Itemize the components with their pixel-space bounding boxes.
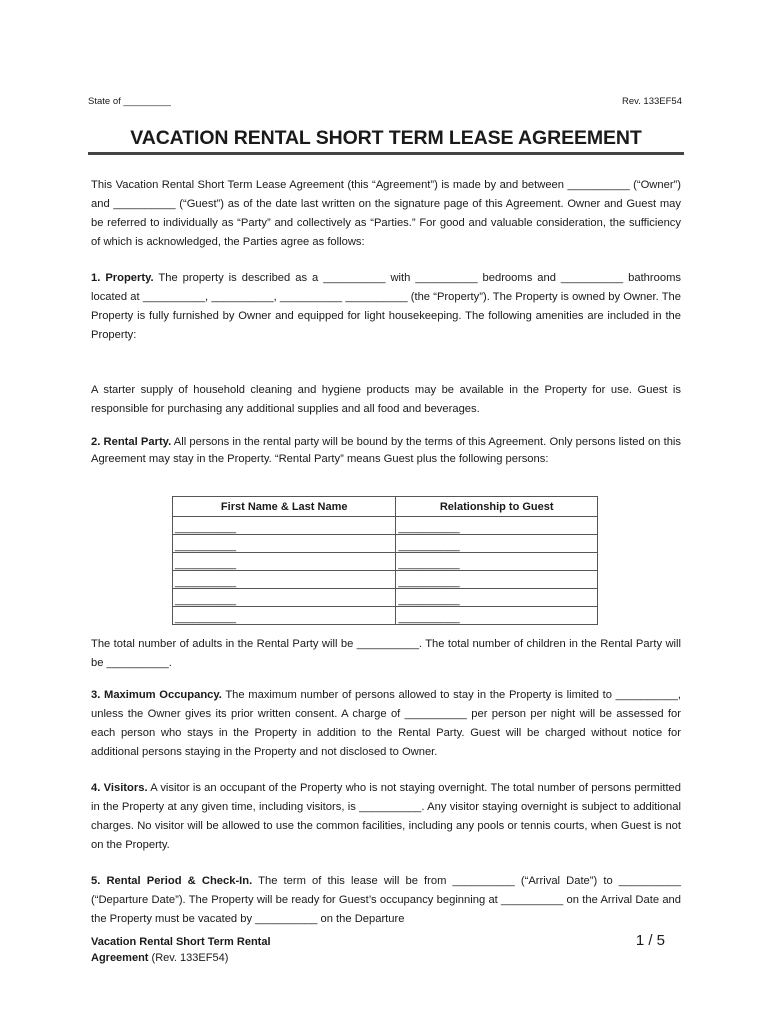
section-body: The maximum number of persons allowed to stay in the Property is limited to __________, unless the Owner gives its prior written consent. A charge of __________ per person per night will be assessed for each person who stays in the Property in addition to the Rental Party. Guest will be charged without notice for additional persons staying in the Property and not disclosed to Owner. [91, 689, 681, 758]
section-rental-party [91, 434, 681, 468]
page-number: 1 / 5 [635, 932, 665, 949]
footer-revision: (Rev. 133EF54) [148, 952, 229, 964]
table-row [173, 535, 598, 553]
rental-party-table [172, 496, 598, 625]
relationship-cell: __________ [396, 535, 598, 553]
section-body: The property is described as a __________ with __________ bedrooms and __________ bathrooms located at __________, __________, __________ __________ (the “Property”). The Property is owned by Owner. The Property is fully furnished by Owner and equipped for light housekeeping. The following amenities are included in the Property: [91, 272, 681, 341]
section-body: A visitor is an occupant of the Property who is not staying overnight. The total number of persons permitted in the Property at any given time, including visitors, is __________. Any visitor staying overnight is subject to additional charges. No visitor will be allowed to use the common facilities, including any pools or tennis courts, when Guest is not on the Property. [91, 782, 681, 851]
table-row [173, 553, 598, 571]
table-row [173, 589, 598, 607]
relationship-cell: __________ [396, 589, 598, 607]
table-row [173, 607, 598, 625]
section-body: The term of this lease will be from __________ (“Arrival Date”) to __________ (“Departure Date”). The Property will be ready for Guest’s occupancy beginning at __________ on the Arrival Date and the Property must be vacated by __________ on the Departure [91, 875, 682, 925]
section-heading: 3. Maximum Occupancy. [91, 689, 222, 701]
table-row [173, 571, 598, 589]
supplies-paragraph: A starter supply of household cleaning and hygiene products may be available in the Property for use. Guest is responsible for purchasing any additional supplies and all food and beverages. [91, 384, 681, 415]
rental-party-totals: The total number of adults in the Rental Party will be __________. The total number of children in the Rental Party will be __________. [91, 638, 681, 669]
section-heading: 2. Rental Party. [91, 436, 172, 448]
name-cell: __________ [173, 571, 396, 589]
column-header-relationship: Relationship to Guest [396, 497, 598, 517]
section-heading: 5. Rental Period & Check-In. [91, 875, 253, 887]
document-title: VACATION RENTAL SHORT TERM LEASE AGREEMENT [130, 127, 642, 149]
name-cell: __________ [173, 607, 396, 625]
name-cell: __________ [173, 589, 396, 607]
relationship-cell: __________ [396, 517, 598, 535]
state-field: State of _________ [88, 96, 171, 107]
section-rental-period [91, 872, 681, 929]
intro-paragraph: This Vacation Rental Short Term Lease Agreement (this “Agreement”) is made by and between __________ (“Owner”) and __________ (“Guest”) as of the date last written on the signature page of this Agreement. Owner and Guest may be referred to individually as “Party” and collectively as “Parties.” For good and valuable consideration, the sufficiency of which is acknowledged, the Parties agree as follows: [91, 179, 681, 248]
column-header-name: First Name & Last Name [173, 497, 396, 517]
section-occupancy [91, 686, 681, 762]
name-cell: __________ [173, 553, 396, 571]
footer-title-cont: Agreement [91, 952, 149, 964]
relationship-cell: __________ [396, 607, 598, 625]
relationship-cell: __________ [396, 553, 598, 571]
section-heading: 1. Property. [91, 272, 154, 284]
footer-title: Vacation Rental Short Term Rental [91, 936, 271, 948]
name-cell: __________ [173, 535, 396, 553]
table-row [173, 517, 598, 535]
section-heading: 4. Visitors. [91, 782, 148, 794]
section-property [91, 269, 681, 345]
revision-label: Rev. 133EF54 [621, 96, 682, 107]
page-footer [91, 934, 271, 966]
relationship-cell: __________ [396, 571, 598, 589]
name-cell: __________ [173, 517, 396, 535]
section-body: All persons in the rental party will be bound by the terms of this Agreement. Only persons listed on this Agreement may stay in the Property. “Rental Party” means Guest plus the following persons: [91, 436, 682, 465]
title-divider [88, 152, 684, 155]
section-visitors [91, 779, 681, 855]
